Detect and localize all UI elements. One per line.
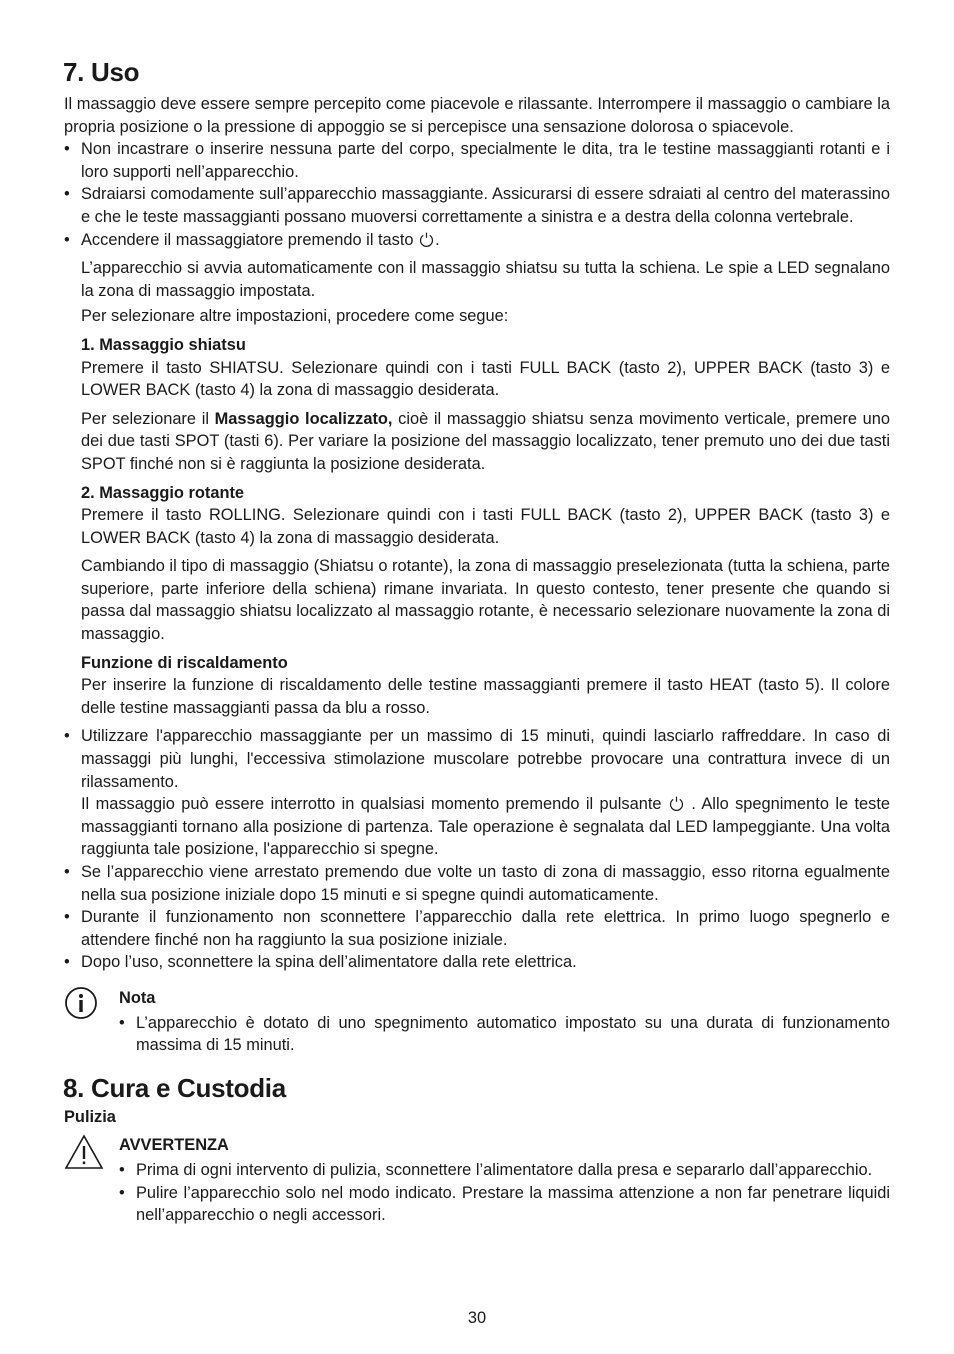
warning-bullet-2: • Pulire l’apparecchio solo nel modo indicato. Prestare la massima attenzione a non far penetrare liquidi nell’apparecchio o negli accessori.: [119, 1182, 890, 1227]
section-7-title: 7. Uso: [63, 57, 140, 87]
select-paragraph: Per selezionare altre impostazioni, procedere come segue:: [81, 307, 509, 326]
warning-icon: [64, 1134, 104, 1170]
note-bullet: • L’apparecchio è dotato di uno spegnimento automatico impostato su una durata di funzionamento massima di 15 minuti.: [119, 1012, 890, 1057]
intro-paragraph: Il massaggio deve essere sempre percepito come piacevole e rilassante. Interrompere il massaggio o cambiare la propria posizione o la pressione di appoggio se si percepisce una sensazione dolorosa o spiacevole.: [64, 95, 890, 136]
shiatsu-heading: 1. Massaggio shiatsu: [81, 335, 246, 354]
warning-label: AVVERTENZA: [119, 1136, 229, 1155]
note-box: [64, 987, 890, 1057]
bullet-no-disconnect: • Durante il funzionamento non sconnettere l’apparecchio dalla rete elettrica. In primo luogo spegnerlo e attendere finché non ha raggiunto la sua posizione iniziale.: [64, 906, 890, 951]
duration-text: Utilizzare l'apparecchio massaggiante per un massimo di 15 minuti, quindi lasciarlo raffreddare. In caso di massaggi più lunghi, l'eccessiva stimolazione muscolare potrebbe provocare una contrattura invece di un rilassamento.: [81, 727, 890, 791]
warning-bullet-1: • Prima di ogni intervento di pulizia, sconnettere l’alimentatore dalla presa e separarlo dall’apparecchio.: [119, 1159, 890, 1182]
section-8-title: 8. Cura e Custodia: [63, 1072, 286, 1103]
power-icon: [668, 795, 685, 812]
stop-text-b: . Allo spegnimento le teste massaggianti tornano alla posizione di partenza. Tale operazione è segnalata dal LED lampeggiante. Una volta raggiunta tale posizione, l'apparecchio si spegne.: [81, 795, 891, 859]
warning-box: [64, 1134, 890, 1226]
power-icon: [418, 231, 435, 248]
localized-text-a: Per selezionare il: [81, 409, 215, 428]
localized-bold: Massaggio localizzato,: [214, 409, 393, 428]
heat-heading: Funzione di riscaldamento: [81, 653, 288, 672]
bullet-lie-down: • Sdraiarsi comodamente sull’apparecchio massaggiante. Assicurarsi di essere sdraiati al centro del materassino e che le teste massaggianti possano muoversi correttamente a sinistra e a destra della colonna vertebrale.: [64, 183, 890, 228]
switch-on-end: .: [435, 230, 440, 249]
bullet-switch-on: [64, 229, 890, 252]
auto-start-paragraph: L’apparecchio si avvia automaticamente con il massaggio shiatsu su tutta la schiena. Le spie a LED segnalano la zona di massaggio impostata.: [81, 259, 890, 300]
page-number: 30: [467, 1309, 487, 1327]
rolling-text: Premere il tasto ROLLING. Selezionare quindi con i tasti FULL BACK (tasto 2), UPPER BACK (tasto 3) e LOWER BACK (tasto 4) la zona di massaggio desiderata.: [81, 506, 890, 547]
bullet-after-use: • Dopo l’uso, sconnettere la spina dell’alimentatore dalla rete elettrica.: [64, 951, 890, 974]
localized-text-c: cioè il massaggio shiatsu senza movimento verticale, premere uno dei due tasti SPOT (tasti 6). Per variare la posizione del massaggio localizzato, tener premuto uno dei due tasti SPOT finché non si è raggiunta la posizione desiderata.: [81, 409, 890, 473]
localized-paragraph: [64, 408, 890, 476]
bullet-double-press: • Se l’apparecchio viene arrestato premendo due volte un tasto di zona di massaggio, esso ritorna egualmente nella sua posizione iniziale dopo 15 minuti e si spegne quindi automaticamente.: [64, 861, 890, 906]
bullet-duration: [64, 725, 890, 861]
info-icon: [64, 986, 98, 1020]
note-label: Nota: [119, 988, 156, 1007]
stop-text-a: Il massaggio può essere interrotto in qualsiasi momento premendo il pulsante: [81, 795, 662, 814]
change-type-paragraph: Cambiando il tipo di massaggio (Shiatsu o rotante), la zona di massaggio preselezionata (tutta la schiena, parte superiore, parte inferiore della schiena) rimane invariata. In questo contesto, tener presente che quando si passa dal massaggio shiatsu localizzato al massaggio rotante, è necessario selezionare nuovamente la zona di massaggio.: [81, 557, 890, 644]
page-content: [64, 56, 890, 1227]
cleaning-heading: Pulizia: [64, 1107, 116, 1126]
shiatsu-text: Premere il tasto SHIATSU. Selezionare quindi con i tasti FULL BACK (tasto 2), UPPER BACK (tasto 3) e LOWER BACK (tasto 4) la zona di massaggio desiderata.: [81, 358, 890, 400]
rolling-heading: 2. Massaggio rotante: [81, 483, 245, 502]
bullet-body-parts: • Non incastrare o inserire nessuna parte del corpo, specialmente le dita, tra le testine massaggianti rotanti e i loro supporti nell’apparecchio.: [64, 138, 890, 183]
heat-text: Per inserire la funzione di riscaldamento delle testine massaggianti premere il tasto HEAT (tasto 5). Il colore delle testine massaggianti passa da blu a rosso.: [81, 676, 890, 717]
switch-on-text: Accendere il massaggiatore premendo il tasto: [81, 230, 414, 249]
